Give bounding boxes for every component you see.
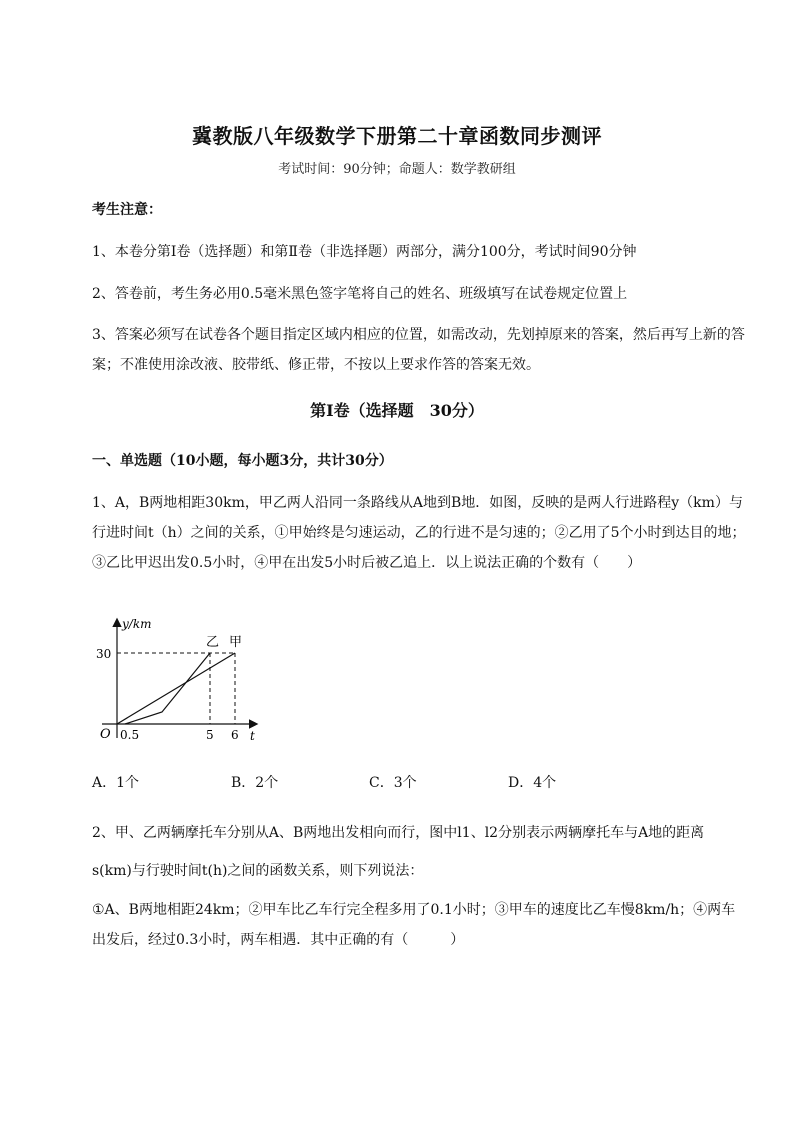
y-axis-label: y/km [122,617,152,631]
origin-label: O [100,727,111,742]
q1-options [92,772,692,796]
part1-heading: 一、单选题（10小题，每小题3分，共计30分） [92,453,393,469]
section-title: 第I卷（选择题 30分） [310,401,484,420]
exam-subtitle: 考试时间：90分钟；命题人：数学教研组 [278,162,516,177]
label-yi: 乙 [206,635,220,650]
question-2-line-3: ①A、B两地相距24km；②甲车比乙车行完全程多用了0.1小时；③甲车的速度比乙车慢8km/h；④两车出发后，经过0.3小时，两车相遇．其中正确的有（ ） [92,902,736,948]
question-2-line-2: s(km)与行驶时间t(h)之间的函数关系，则下列说法： [92,863,424,879]
exam-title: 冀教版八年级数学下册第二十章函数同步测评 [192,124,602,148]
q1-option-d[interactable]: D．4个 [508,775,557,791]
note-item-2: 2、答卷前，考生务必用0.5毫米黑色签字笔将自己的姓名、班级填写在试卷规定位置上 [92,286,628,302]
line-jia [117,653,235,724]
x-axis-label: t [250,729,255,743]
note-item-1: 1、本卷分第I卷（选择题）和第Ⅱ卷（非选择题）两部分，满分100分，考试时间90分钟 [92,244,637,260]
y-tick-30: 30 [96,647,112,661]
q1-option-c[interactable]: C．3个 [369,775,417,791]
question-1-text: 1、A，B两地相距30km，甲乙两人沿同一条路线从A地到B地．如图，反映的是两人行进路程y（km）与行进时间t（h）之间的关系，①甲始终是匀速运动，乙的行进不是匀速的；②乙用了5个小时到达目的地；③乙比甲迟出发0.5小时，④甲在出发5小时后被乙追上．以上说法正确的个数有（ ） [92,495,746,571]
q1-distance-time-graph [92,610,272,750]
question-2-line-1: 2、甲、乙两辆摩托车分别从A、B两地出发相向而行，图中l1、l2分别表示两辆摩托车与A地的距离 [92,825,705,841]
x-tick-0-5: 0.5 [120,728,140,742]
line-yi [125,653,210,724]
q1-option-b[interactable]: B．2个 [231,775,279,791]
q1-option-a[interactable]: A．1个 [92,775,140,791]
x-tick-5: 5 [206,728,214,742]
notes-heading: 考生注意： [92,202,162,218]
label-jia: 甲 [229,635,243,650]
note-item-3: 3、答案必须写在试卷各个题目指定区域内相应的位置，如需改动，先划掉原来的答案，然后再写上新的答案；不准使用涂改液、胶带纸、修正带，不按以上要求作答的答案无效。 [92,327,745,373]
x-tick-6: 6 [231,728,239,742]
